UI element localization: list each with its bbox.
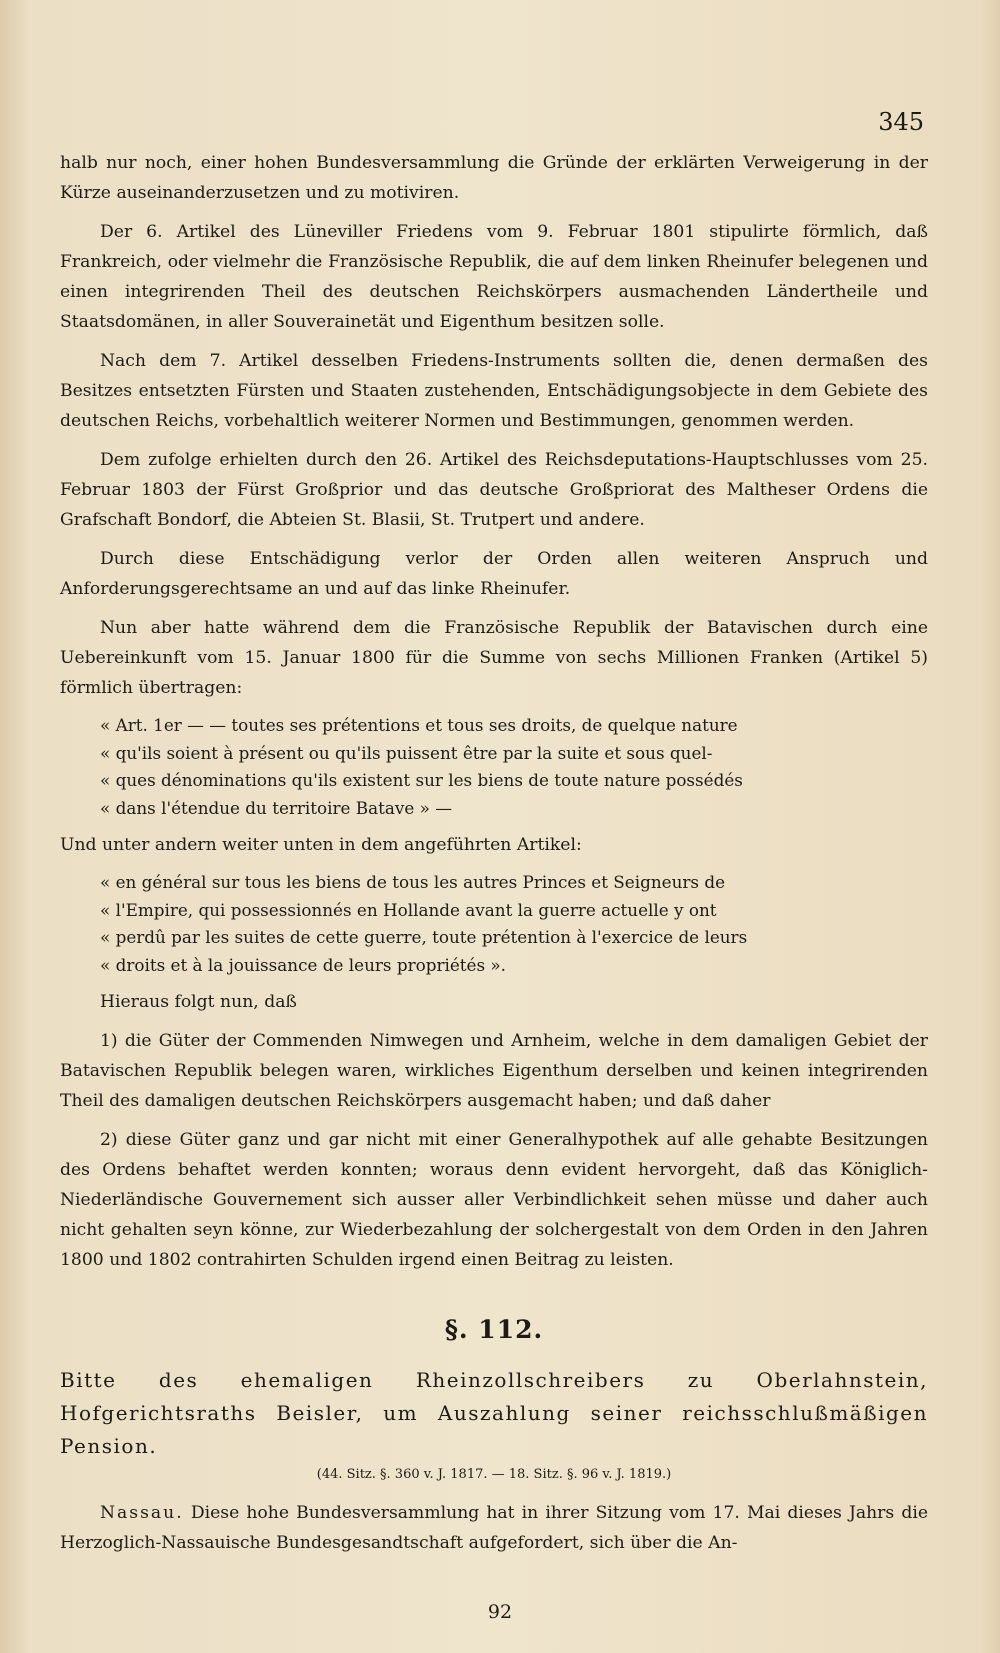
paragraph-3: Nach dem 7. Artikel desselben Friedens-Instruments sollten die, denen dermaßen des Besitzes entsetzten Fürsten und Staaten zustehenden, Entschädigungsobjecte in dem Gebiete des deutschen Reichs, vorbehaltlich weiterer Normen und Bestimmungen, genommen werden.: [60, 351, 928, 431]
quote-line: « en général sur tous les biens de tous les autres Princes et Seigneurs de: [100, 872, 726, 892]
lead-word: Nassau.: [100, 1503, 184, 1523]
section-heading: §. 112.: [444, 1315, 544, 1344]
french-quote-2: [100, 869, 928, 979]
paragraph-1: halb nur noch, einer hohen Bundesversammlung die Gründe der erklärten Verweigerung in der Kürze auseinanderzusetzen und zu motiviren.: [60, 153, 928, 203]
paragraph-8: Hieraus folgt nun, daß: [100, 992, 297, 1012]
page-body: [60, 148, 928, 1567]
paragraph-4: Dem zufolge erhielten durch den 26. Artikel des Reichsdeputations-Hauptschlusses vom 25. Februar 1803 der Fürst Großprior und das deutsche Großpriorat des Maltheser Ordens die Grafschaft Bondorf, die Abteien St. Blasii, St. Trutpert und andere.: [60, 450, 928, 530]
paragraph-last-text: Diese hohe Bundesversammlung hat in ihrer Sitzung vom 17. Mai dieses Jahrs die Herzoglich-Nassauische Bundesgesandtschaft aufgefordert, sich über die An-: [60, 1503, 928, 1553]
quote-line: « ques dénominations qu'ils existent sur les biens de toute nature possédés: [100, 770, 743, 790]
french-quote-1: [100, 712, 928, 822]
paragraph-7: Und unter andern weiter unten in dem angeführten Artikel:: [60, 835, 582, 855]
section-title: Bitte des ehemaligen Rheinzollschreibers zu Oberlahnstein, Hofgerichtsraths Beisler, um Auszahlung seiner reichsschlußmäßigen Pension.: [60, 1368, 928, 1458]
page-number: 345: [878, 108, 924, 136]
paragraph-6: Nun aber hatte während dem die Französische Republik der Batavischen durch eine Uebereinkunft vom 15. Januar 1800 für die Summe von sechs Millionen Franken (Artikel 5) förmlich übertragen:: [60, 618, 928, 698]
paragraph-2: Der 6. Artikel des Lüneviller Friedens vom 9. Februar 1801 stipulirte förmlich, daß Frankreich, oder vielmehr die Französische Republik, die auf dem linken Rheinufer belegenen und einen integrirenden Theil des deutschen Reichskörpers ausmachenden Ländertheile und Staatsdomänen, in aller Souverainetät und Eigenthum besitzen solle.: [60, 222, 928, 332]
signature-mark: 92: [487, 1601, 513, 1623]
quote-line: « Art. 1er — — toutes ses prétentions et tous ses droits, de quelque nature: [100, 715, 738, 735]
quote-line: « droits et à la jouissance de leurs propriétés ».: [100, 954, 506, 975]
paragraph-5: Durch diese Entschädigung verlor der Orden allen weiteren Anspruch und Anforderungsgerechtsame an und auf das linke Rheinufer.: [60, 549, 928, 599]
quote-line: « dans l'étendue du territoire Batave » —: [100, 797, 452, 818]
paragraph-10: 2) diese Güter ganz und gar nicht mit einer Generalhypothek auf alle gehabte Besitzungen des Ordens behaftet werden konnten; woraus denn evident hervorgeht, daß das Königlich-Niederländische Gouvernement sich ausser aller Verbindlichkeit sehen müsse und daher auch nicht gehalten seyn könne, zur Wiederbezahlung der solchergestalt von dem Orden in den Jahren 1800 und 1802 contrahirten Schulden irgend einen Beitrag zu leisten.: [60, 1130, 928, 1270]
quote-line: « perdû par les suites de cette guerre, toute prétention à l'exercice de leurs: [100, 927, 748, 947]
section-reference: (44. Sitz. §. 360 v. J. 1817. — 18. Sitz. §. 96 v. J. 1819.): [316, 1467, 672, 1482]
quote-line: « qu'ils soient à présent ou qu'ils puissent être par la suite et sous quel-: [100, 742, 713, 763]
paragraph-last: [60, 1498, 928, 1558]
paragraph-9: 1) die Güter der Commenden Nimwegen und Arnheim, welche in dem damaligen Gebiet der Batavischen Republik belegen waren, wirkliches Eigenthum derselben und keinen integrirenden Theil des damaligen deutschen Reichskörpers ausgemacht haben; und daß daher: [60, 1031, 928, 1111]
quote-line: « l'Empire, qui possessionnés en Hollande avant la guerre actuelle y ont: [100, 899, 717, 920]
